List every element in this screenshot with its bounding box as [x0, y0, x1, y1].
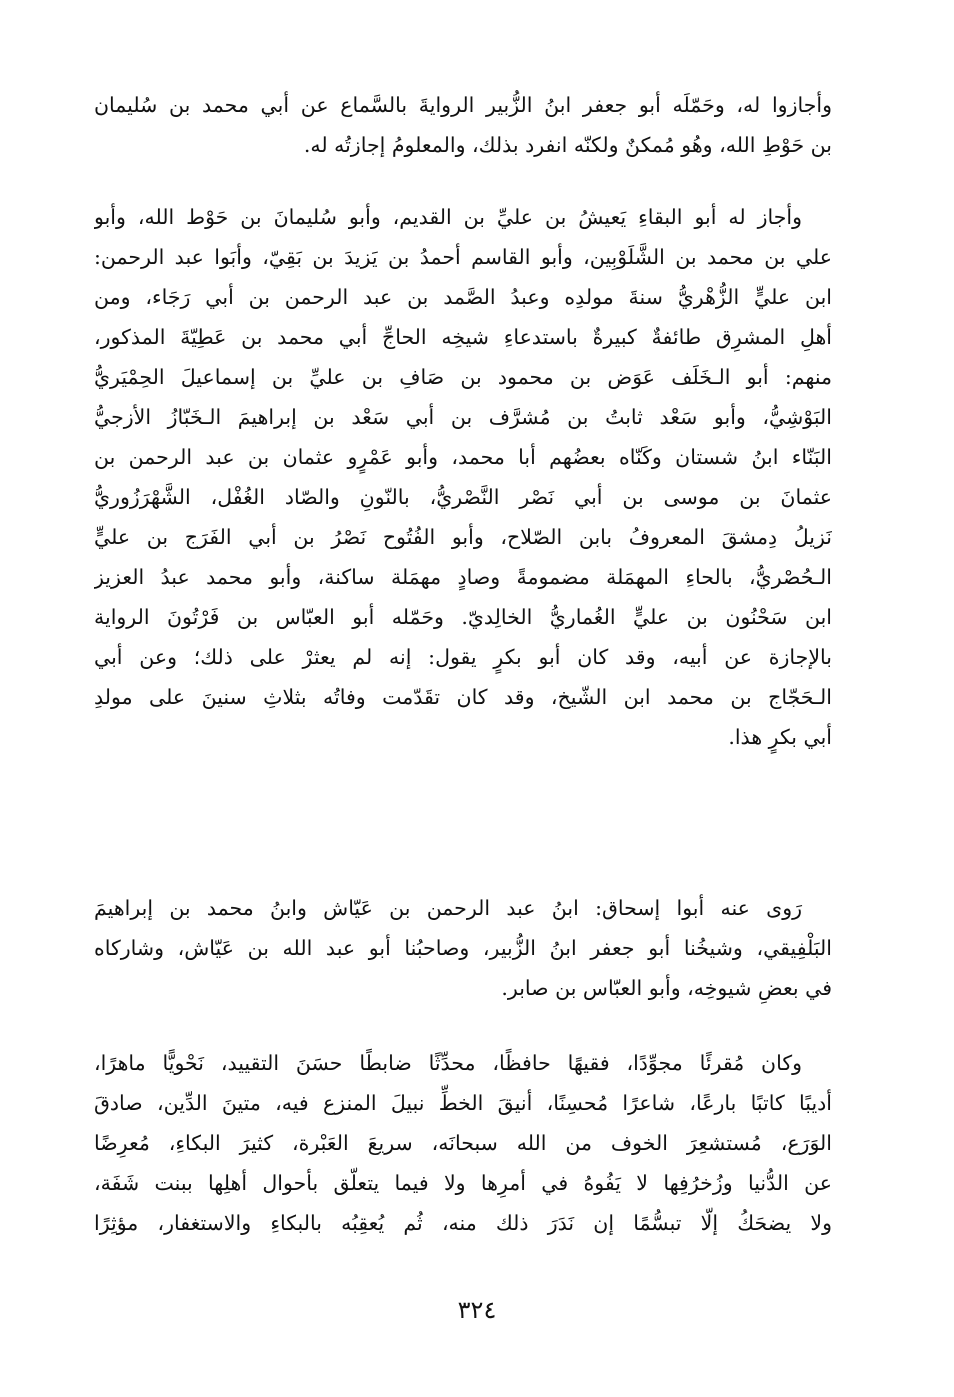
text-line: ابن عليٍّ الزُّهْريُّ سنةَ مولدِه وعبدُ الصَّمد بن عبد الرحمن بن أبي رَجَاء، ومن: [94, 285, 832, 309]
text-line: عن الدُّنيا وزُخرُفِها لا يَفُوهُ في أمرِها ولا فيما يتعلّق بأحوال أهلِها ببنت شَفَة،: [94, 1171, 832, 1195]
paragraph-4: [94, 1043, 832, 1243]
text-line: أهلِ المشرِق طائفةٌ كبيرةٌ باستدعاءِ شيخِه الحاجِّ أبي محمد بن عَطِيّةَ المذكور،: [94, 325, 832, 349]
text-line: البَوْشِيُّ، وأبو سَعْد ثابتُ بن مُشرَّف بن أبي سَعْد بن إبراهيمَ الـخَبّازُ الأزجيُّ: [94, 405, 832, 429]
text-line: البَنّاء ابنُ شستان وكَنّاه بعضُهم أبا محمد، وأبو عَمْرٍو عثمان بن عبد الرحمن بن: [94, 445, 832, 469]
paragraph-3: [94, 888, 832, 1008]
paragraph-1: [94, 85, 832, 165]
text-line: الـحُصْريُّ، بالحاءِ المهمَلة مضمومةً وصادٍ مهمَلة ساكنة، وأبو محمد عبدُ العزيز: [94, 565, 832, 589]
text-line: منهم: أبو الـخَلَف عَوَض بن محمود بن صَافِ بن عليِّ بن إسماعيلَ الحِمْيَريُّ: [94, 365, 832, 389]
text-line: ولا يضحَكُ إلّا تبسُّمًا إن نَدَرَ ذلك منه، ثُم يُعقِبُه بالبكاءِ والاستغفار، مؤثِرًا: [94, 1211, 832, 1235]
text-line: أديبًا كاتبًا بارعًا، شاعرًا مُحسِنًا، أنيقَ الخطِّ نبيلَ المنزع فيه، متينَ الدِّين، صادقَ: [94, 1091, 832, 1115]
text-line: البَلْفِيقي، وشيخُنا أبو جعفر ابنُ الزُّبير، وصاحبُنا أبو عبد الله بن عَيّاش، وشاركاه: [94, 936, 832, 960]
text-line: في بعضِ شيوخِه، وأبو العبّاس بن صابر.: [501, 976, 832, 1000]
text-line: بالإجازة عن أبيه، وقد كان أبو بكرٍ يقول: إنه لم يعثرْ على ذلك؛ وعن أبي: [94, 645, 832, 669]
text-line: ابن سَحْنُون بن عليٍّ الغُماريُّ الخالِديّ. وحَمّله أبو العبّاس بن فَرْتُونَ الرواية: [94, 605, 832, 629]
text-line: بن حَوْطِ الله، وهُو مُمكنٌ ولكنّه انفرد بذلك، والمعلومُ إجازتُه له.: [303, 133, 832, 157]
text-line: الوَرَع، مُستشعِرَ الخوف من الله سبحانَه، سريعَ العَبْرة، كثيرَ البكاءِ، مُعرِضًا: [94, 1131, 832, 1155]
text-line: أبي بكرٍ هذا.: [728, 725, 832, 749]
page-number: ٣٢٤: [457, 1296, 497, 1324]
text-line: وأجازوا له، وحَمّلَه أبو جعفر ابنُ الزُّبير الروايةَ بالسَّماع عن أبي محمد بن سُليمان: [94, 93, 832, 117]
text-line: عثمانَ بن موسى بن أبي نَصْر النَّصْريُّ، بالنّونِ والصّاد الغُفْل، الشَّهْرَزُوريُّ: [94, 485, 832, 509]
text-line: وكان مُقرئًا مجوِّدًا، فقيهًا حافظًا، محدِّثًا ضابطًا حسَنَ التقييد، نَحْويًّا ماهرًا،: [94, 1051, 802, 1075]
text-line: رَوى عنه أبوا إسحاق: ابنُ عبد الرحمن بن عَيّاش وابنُ محمد بن إبراهيمَ: [94, 896, 802, 920]
text-line: الـحَجّاج بن محمد ابن الشّيخ، وقد كان تقَدّمت وفاتُه بثلاثِ سنينَ على مولدِ: [94, 685, 832, 709]
text-line: وأجاز له أبو البقاءِ يَعيشُ بن عليِّ بن القديم، وأبو سُليمانَ بن حَوْط الله، وأبو: [94, 205, 802, 229]
paragraph-2: [94, 197, 832, 757]
text-line: نَزيلُ دِمشقَ المعروفُ بابن الصّلاح، وأبو الفُتُوح نَصْرُ بن أبي الفَرَج بن عليٍّ: [94, 525, 832, 549]
text-line: علي بن محمد بن الشَّلَوْبِين، وأبو القاسم أحمدُ بن يَزيدَ بن بَقِيّ، وأبَوا عبد الرحمن:: [94, 245, 832, 269]
